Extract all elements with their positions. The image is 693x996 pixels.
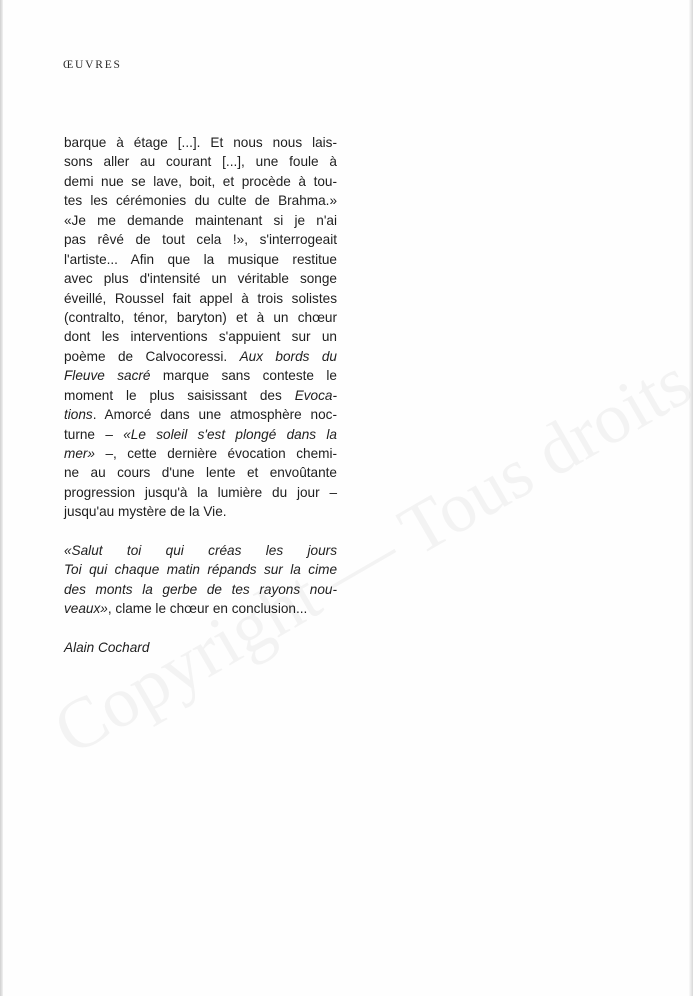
paragraph-gap xyxy=(64,619,337,638)
italic-text: mer» xyxy=(64,446,95,461)
text-run: ne au cours d'une lente et envoûtante xyxy=(64,465,337,481)
running-head: ŒUVRES xyxy=(63,59,122,71)
text-run: progression jusqu'à la lumière du jour – xyxy=(64,484,337,500)
italic-text: Evoca- xyxy=(294,387,337,403)
italic-text: «Le soleil s'est plongé dans la xyxy=(123,426,337,442)
text-run: sons aller au courant [...], une foule à xyxy=(64,154,337,170)
text-run: (contralto, ténor, baryton) et à un chœur xyxy=(64,309,337,325)
text-line xyxy=(64,250,337,269)
italic-text: des monts la gerbe de tes rayons nou- xyxy=(64,581,337,597)
closing-quote xyxy=(64,541,337,619)
italic-text: tions xyxy=(64,407,93,423)
text-run: tes les cérémonies du culte de Brahma.» xyxy=(64,193,337,209)
text-line xyxy=(64,211,337,230)
text-line xyxy=(64,483,337,502)
text-run: demi nue se lave, boit, et procède à tou- xyxy=(64,173,337,189)
text-line xyxy=(64,560,337,579)
text-run: éveillé, Roussel fait appel à trois solistes xyxy=(64,290,337,306)
text-run: l'artiste... Afin que la musique restitue xyxy=(64,251,337,267)
page-left-edge xyxy=(0,0,3,996)
text-line xyxy=(64,502,337,521)
italic-text: «Salut toi qui créas les jours xyxy=(64,542,337,558)
text-line xyxy=(64,366,337,385)
text-run: jusqu'au mystère de la Vie. xyxy=(64,504,227,520)
italic-text: Aux bords du xyxy=(239,348,337,364)
italic-text: veaux» xyxy=(64,601,108,617)
body-paragraph xyxy=(64,133,337,522)
italic-text: Fleuve sacré xyxy=(64,368,151,384)
author-signature: Alain Cochard xyxy=(64,639,150,655)
text-run: turne – xyxy=(64,426,124,442)
paragraph-gap xyxy=(64,522,337,541)
page-right-edge xyxy=(689,0,693,996)
text-line xyxy=(64,541,337,560)
text-line xyxy=(64,308,337,327)
text-line xyxy=(64,133,337,152)
text-line xyxy=(64,347,337,366)
text-line xyxy=(64,269,337,288)
text-run: . Amorcé dans une atmosphère noc- xyxy=(92,407,337,423)
text-run: , clame le chœur en conclusion... xyxy=(107,601,308,617)
text-run: barque à étage [...]. Et nous nous lais- xyxy=(64,135,337,150)
text-run: marque sans conteste le xyxy=(150,368,337,384)
text-run: dont les interventions s'appuient sur un xyxy=(64,329,337,345)
text-line xyxy=(64,191,337,210)
italic-text: Toi qui chaque matin répands sur la cime xyxy=(64,562,337,578)
text-line xyxy=(64,327,337,346)
text-line xyxy=(64,230,337,249)
text-run: poème de Calvocoressi. xyxy=(64,348,240,364)
text-run: pas rêvé de tout cela !», s'interrogeait xyxy=(64,232,337,248)
text-run: moment le plus saisissant des xyxy=(64,387,295,403)
text-run: «Je me demande maintenant si je n'ai xyxy=(64,212,337,228)
text-line xyxy=(64,580,337,599)
text-line xyxy=(64,172,337,191)
text-line xyxy=(64,405,337,424)
text-line xyxy=(64,444,337,463)
text-line xyxy=(64,463,337,482)
text-run: avec plus d'intensité un véritable songe xyxy=(64,271,337,287)
text-line xyxy=(64,425,337,444)
text-line xyxy=(64,152,337,171)
text-column xyxy=(64,133,337,657)
text-line xyxy=(64,386,337,405)
text-line xyxy=(64,599,337,618)
text-run: –, cette dernière évocation chemi- xyxy=(94,446,337,461)
text-line xyxy=(64,289,337,308)
